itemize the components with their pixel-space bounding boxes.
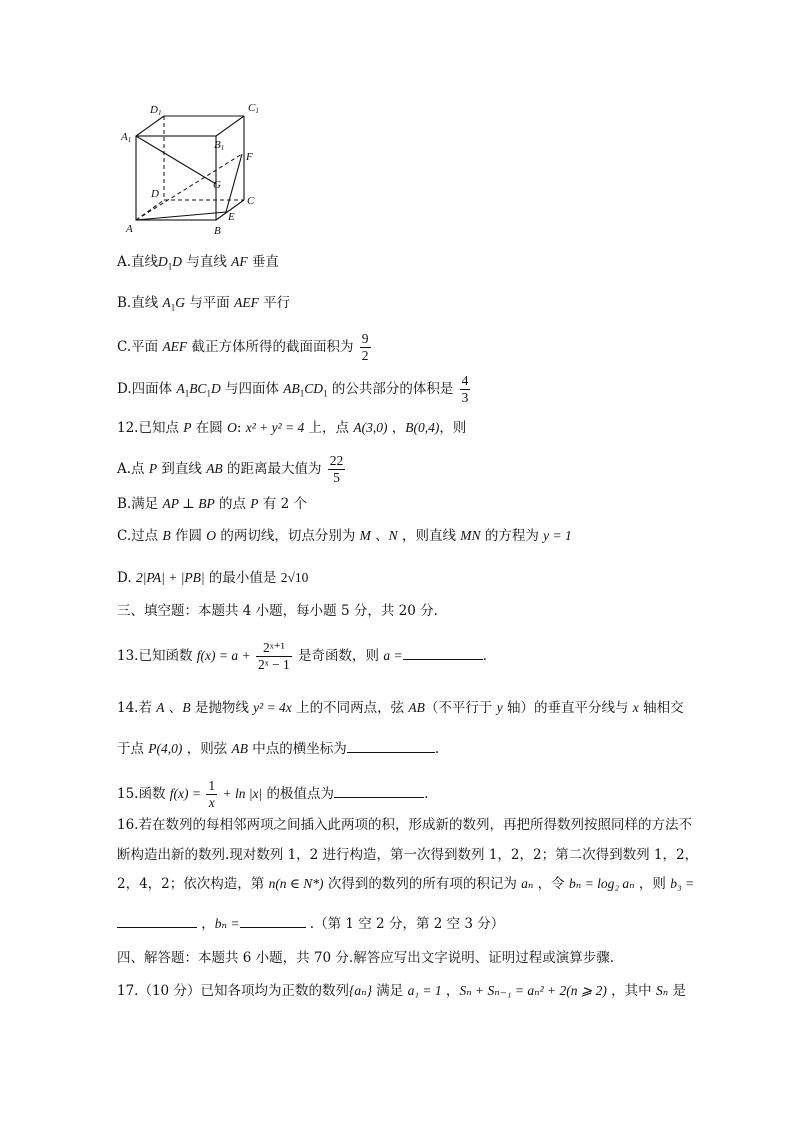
q14-line-2: 于点 P(4,0) ，则弦 AB 中点的横坐标为 . — [117, 738, 754, 759]
q16-line-1: 16.若在数列的每相邻两项之间插入此两项的积，形成新的数列，再把所得数列按照同样的方法不 — [117, 817, 692, 833]
q11-option-d: D.四面体 $A_1BC_1D$ 与四面体 $AB_1CD_1$ 的公共部分的体积是 $\frac{4}{3}$ — [117, 373, 469, 405]
label-c: C — [247, 195, 255, 207]
fraction: $\frac{4}{3}$ — [461, 373, 469, 405]
label-e: E — [228, 211, 235, 223]
q16-line-3: 2，4，2；依次构造，第 n(n ∈ N*) 次得到的数列的所有项的积记为 aₙ ，令 bₙ = log₂ aₙ ，则 b₃ = — [117, 876, 695, 892]
label-g: G — [213, 179, 221, 191]
label-b1: B1 — [214, 139, 225, 152]
label-b: B — [214, 225, 221, 237]
answer-blank[interactable] — [117, 913, 197, 928]
section-3-title: 三、填空题：本题共 4 小题，每小题 5 分，共 20 分. — [117, 603, 438, 619]
edge-b1c1 — [216, 116, 244, 136]
segment-a1g — [136, 136, 216, 184]
label-a: A — [126, 223, 133, 235]
section-4-title: 四、解答题：本题共 6 小题，共 70 分.解答应写出文字说明、证明过程或演算步骤. — [117, 950, 615, 966]
label-d: D — [151, 188, 159, 200]
label-c1: C1 — [248, 102, 259, 115]
label-f: F — [246, 151, 253, 163]
q12-option-b: B.满足 AP ⊥ BP 的点 P 有 2 个 — [117, 496, 308, 512]
q16-line-2: 断构造出新的数列.现对数列 1，2 进行构造，第一次得到数列 1，2，2；第二次得到数列 1，2， — [117, 847, 699, 863]
fraction: $\frac{9}{2}$ — [361, 331, 369, 363]
q15: 15.函数 f(x) = $\frac{1}{x}$ + ln |x| 的极值点为 . — [117, 778, 429, 810]
q12-option-a: A.点 P 到直线 AB 的距离最大值为 $\frac{22}{5}$ — [117, 453, 344, 485]
cube-edges — [136, 116, 244, 220]
label-d1: D1 — [150, 104, 162, 117]
q12-option-d: D. 2|PA| + |PB| 的最小值是 2√10 — [117, 570, 309, 586]
answer-blank[interactable] — [334, 783, 424, 798]
answer-blank[interactable] — [403, 645, 483, 660]
fraction: $\frac{1}{x}$ — [208, 778, 216, 810]
q16-line-4: ，bₙ = .（第 1 空 2 分，第 2 空 3 分） — [117, 913, 754, 934]
q14-line-1: 14.若 A 、B 是抛物线 y² = 4x 上的不同两点，弦 AB（不平行于 y 轴）的垂直平分线与 x 轴相交 — [117, 700, 684, 716]
q12-stem: 12.已知点 P 在圆 O: x² + y² = 4 上，点 A(3,0) ，B(0,4)，则 — [117, 420, 467, 436]
answer-blank[interactable] — [347, 738, 435, 753]
q11-option-a: A.直线$D_1D$ 与直线 AF 垂直 — [117, 254, 279, 272]
q11-option-b: B.直线 $A_1G$ 与平面 AEF 平行 — [117, 295, 291, 313]
edge-a1d1 — [136, 116, 164, 136]
cube-figure — [110, 100, 270, 240]
q13: 13.已知函数 f(x) = a + $\frac{\text{2ˣ⁺¹}}{\text{2ˣ − 1}}$ 是奇函数，则 a = . — [117, 640, 487, 672]
segment-ae — [136, 212, 226, 220]
fraction: $\frac{\text{2ˣ⁺¹}}{\text{2ˣ − 1}}$ — [257, 640, 290, 672]
answer-blank[interactable] — [240, 913, 306, 928]
fraction: $\frac{22}{5}$ — [329, 453, 344, 485]
q11-option-c: C.平面 AEF 截正方体所得的截面面积为 $\frac{9}{2}$ — [117, 331, 369, 363]
q12-option-c: C.过点 B 作圆 O 的两切线，切点分别为 M 、N ，则直线 MN 的方程为 y = 1 — [117, 528, 572, 544]
edge-ad — [136, 200, 164, 220]
label-a1: A1 — [121, 131, 132, 144]
q17: 17.（10 分）已知各项均为正数的数列{aₙ} 满足 a₁ = 1 ，Sₙ + Sₙ₋₁ = aₙ² + 2(n ⩾ 2) ，其中 Sₙ 是 — [117, 983, 686, 999]
back-face-solid — [164, 116, 244, 200]
